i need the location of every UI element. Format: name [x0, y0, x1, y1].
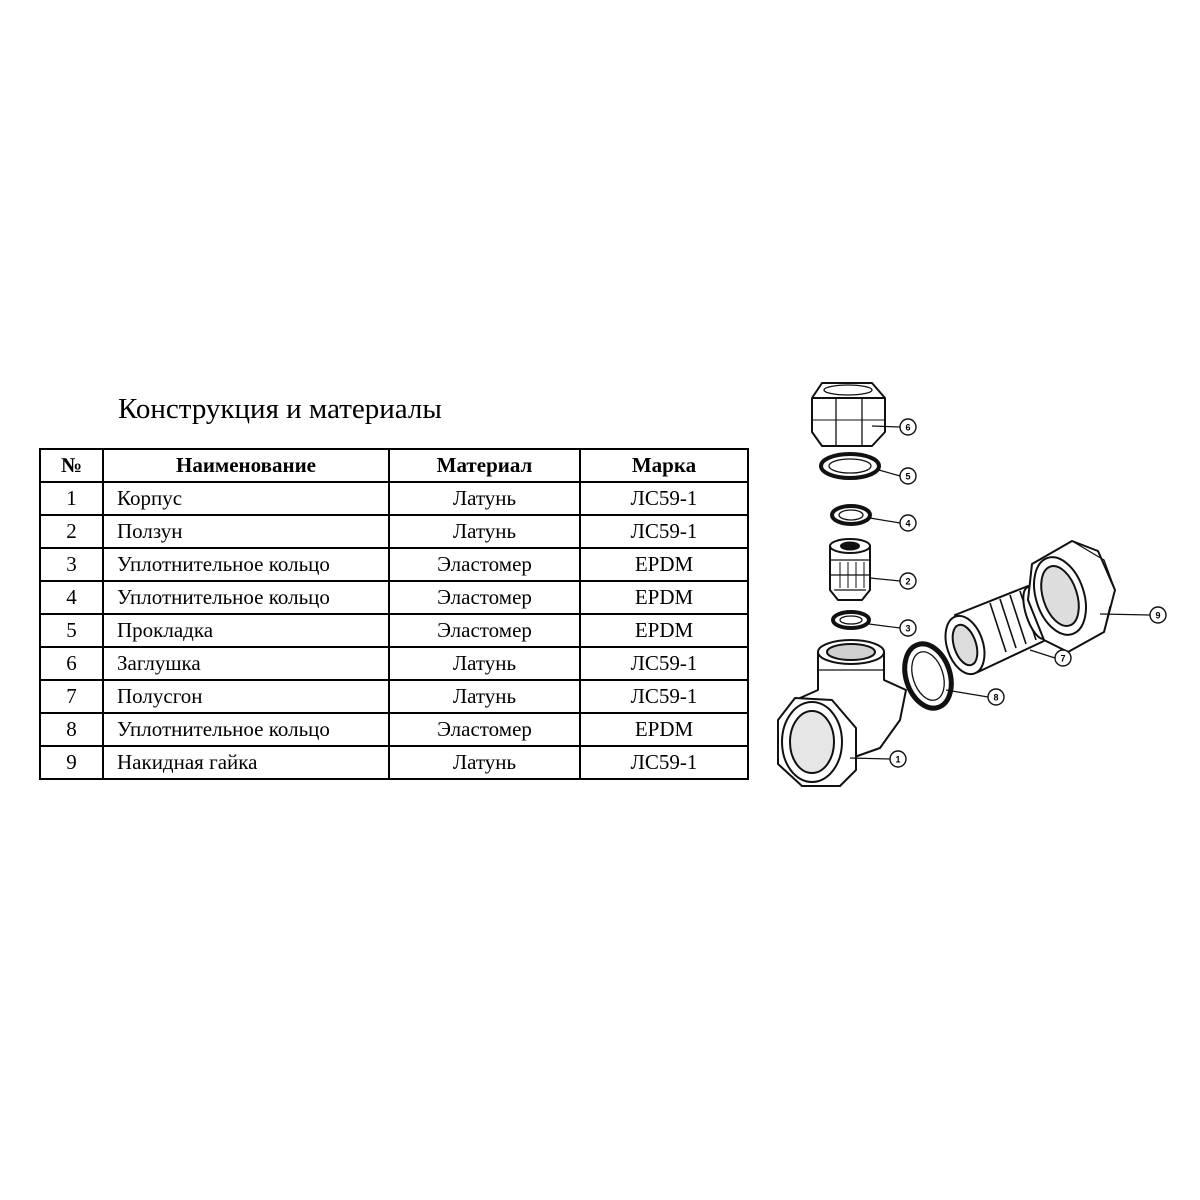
svg-text:4: 4	[905, 518, 911, 529]
cell-grade: ЛС59-1	[580, 680, 748, 713]
cell-number: 5	[40, 614, 103, 647]
part-o-ring-lower	[833, 612, 869, 628]
svg-text:9: 9	[1155, 610, 1161, 621]
cell-material: Латунь	[389, 746, 580, 779]
cell-grade: ЛС59-1	[580, 515, 748, 548]
svg-text:6: 6	[905, 422, 911, 433]
table-row	[40, 515, 748, 548]
header-grade: Марка	[580, 449, 748, 482]
cell-grade: EPDM	[580, 614, 748, 647]
cell-grade: ЛС59-1	[580, 647, 748, 680]
header-name: Наименование	[103, 449, 389, 482]
svg-text:2: 2	[905, 576, 911, 587]
cell-name: Ползун	[103, 515, 389, 548]
table-row	[40, 680, 748, 713]
part-cap	[812, 383, 885, 446]
cell-material: Латунь	[389, 680, 580, 713]
callout-9	[1150, 607, 1166, 623]
table-row	[40, 614, 748, 647]
callout-3	[900, 620, 916, 636]
callout-8	[988, 689, 1004, 705]
table-row	[40, 746, 748, 779]
callout-7	[1055, 650, 1071, 666]
header-number: №	[40, 449, 103, 482]
table-row	[40, 482, 748, 515]
callout-5	[900, 468, 916, 484]
cell-name: Заглушка	[103, 647, 389, 680]
page-title: Конструкция и материалы	[118, 393, 442, 425]
svg-text:3: 3	[905, 623, 911, 634]
cell-number: 8	[40, 713, 103, 746]
cell-grade: ЛС59-1	[580, 746, 748, 779]
svg-text:1: 1	[895, 754, 901, 765]
cell-material: Латунь	[389, 482, 580, 515]
table-header-row	[40, 449, 748, 482]
callout-6	[900, 419, 916, 435]
cell-name: Корпус	[103, 482, 389, 515]
cell-number: 3	[40, 548, 103, 581]
cell-grade: EPDM	[580, 713, 748, 746]
part-body	[778, 640, 906, 786]
cell-name: Прокладка	[103, 614, 389, 647]
svg-text:7: 7	[1060, 653, 1066, 664]
part-gasket	[821, 454, 879, 478]
callout-2	[900, 573, 916, 589]
part-o-ring-upper	[832, 506, 870, 524]
table-row	[40, 548, 748, 581]
svg-text:5: 5	[905, 471, 911, 482]
exploded-assembly-diagram	[760, 360, 1180, 800]
header-material: Материал	[389, 449, 580, 482]
cell-number: 6	[40, 647, 103, 680]
cell-number: 1	[40, 482, 103, 515]
cell-material: Эластомер	[389, 614, 580, 647]
cell-material: Эластомер	[389, 581, 580, 614]
cell-grade: EPDM	[580, 581, 748, 614]
cell-number: 4	[40, 581, 103, 614]
cell-name: Полусгон	[103, 680, 389, 713]
cell-name: Накидная гайка	[103, 746, 389, 779]
cell-number: 7	[40, 680, 103, 713]
cell-number: 9	[40, 746, 103, 779]
cell-name: Уплотнительное кольцо	[103, 548, 389, 581]
cell-material: Латунь	[389, 515, 580, 548]
table-row	[40, 647, 748, 680]
cell-grade: ЛС59-1	[580, 482, 748, 515]
svg-text:8: 8	[993, 692, 999, 703]
cell-material: Эластомер	[389, 713, 580, 746]
table-row	[40, 713, 748, 746]
parts-table	[39, 448, 749, 780]
cell-name: Уплотнительное кольцо	[103, 713, 389, 746]
callout-4	[900, 515, 916, 531]
cell-grade: EPDM	[580, 548, 748, 581]
cell-material: Латунь	[389, 647, 580, 680]
cell-material: Эластомер	[389, 548, 580, 581]
callout-1	[890, 751, 906, 767]
cell-number: 2	[40, 515, 103, 548]
cell-name: Уплотнительное кольцо	[103, 581, 389, 614]
table-row	[40, 581, 748, 614]
part-slider	[830, 539, 870, 600]
